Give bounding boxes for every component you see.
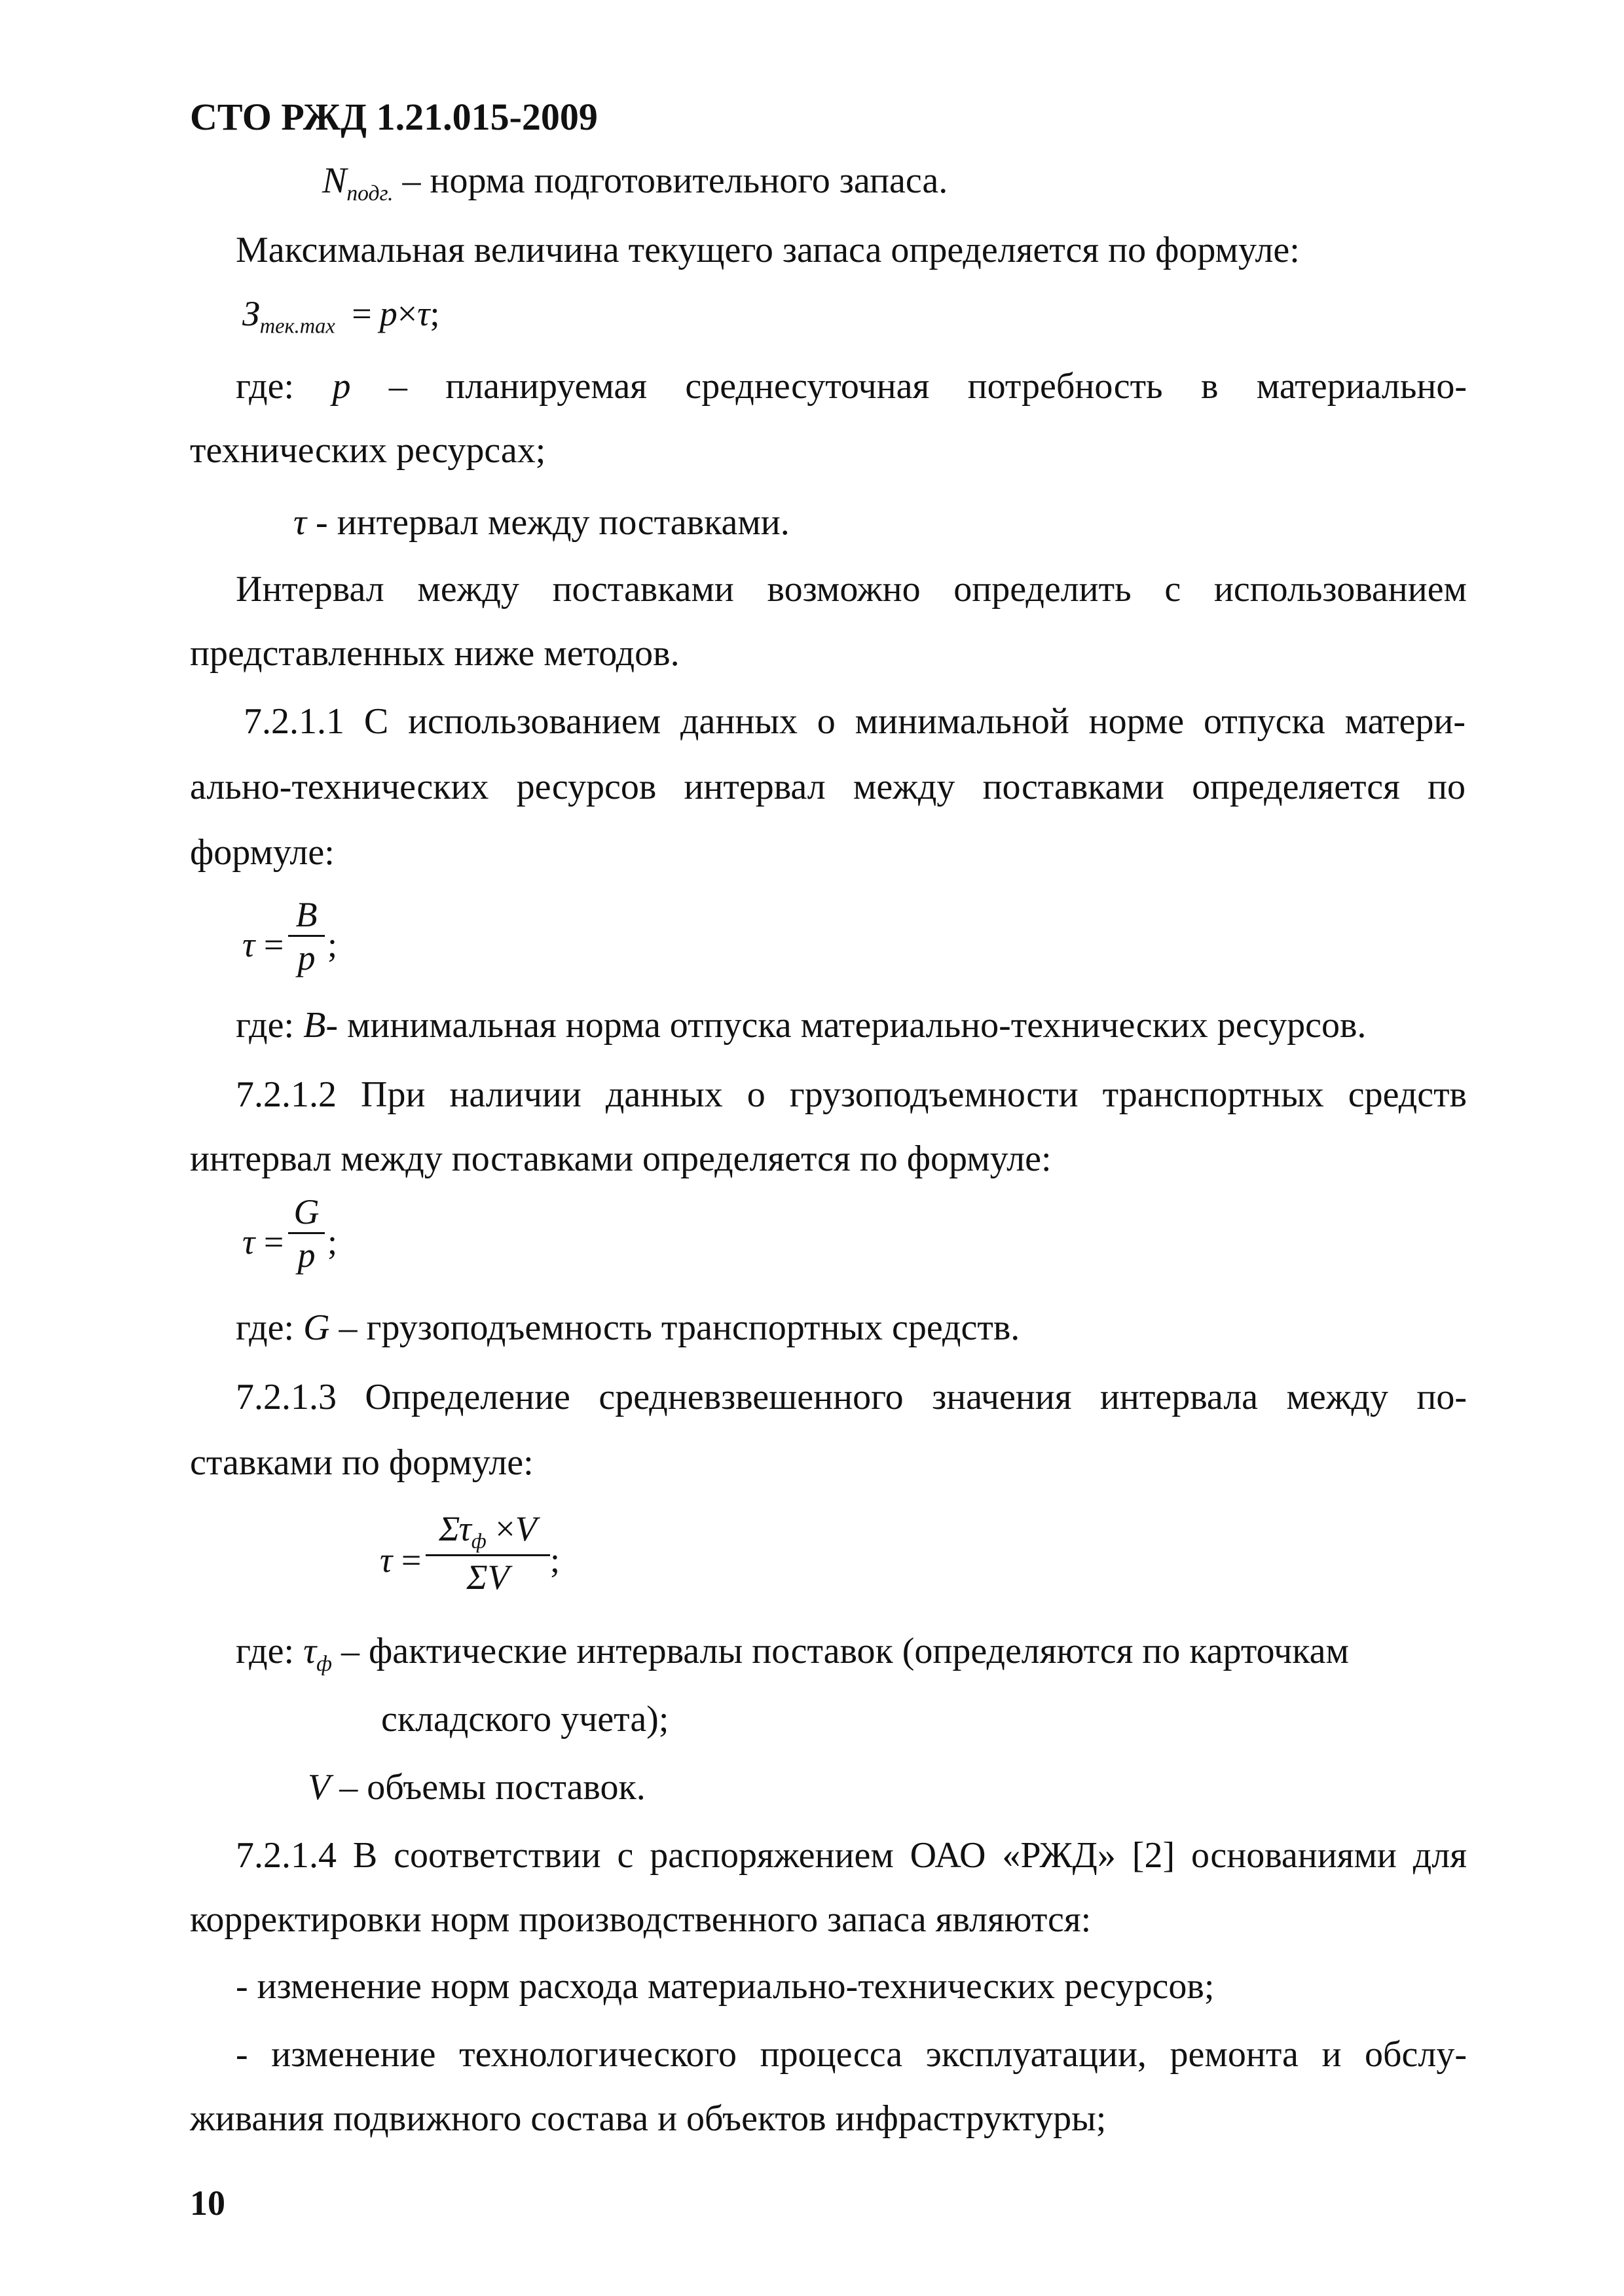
section-7213-line-1: 7.2.1.3 Определение средневзвешенного значения интервала между по- bbox=[236, 1377, 1467, 1417]
symbol-tau: τ bbox=[380, 1540, 393, 1580]
section-7214-line-1: 7.2.1.4 В соответствии с распоряжением ОАО «РЖД» [2] основаниями для bbox=[236, 1835, 1467, 1876]
gde-label: где: bbox=[236, 366, 295, 407]
bullet-item-2-line-1: - изменение технологического процесса эксплуатации, ремонта и обслу- bbox=[236, 2034, 1467, 2075]
fraction-g-over-p bbox=[288, 1194, 325, 1273]
b-definition bbox=[236, 1007, 1366, 1044]
section-7212-line-1: 7.2.1.2 При наличии данных о грузоподъемности транспортных средств bbox=[236, 1074, 1467, 1115]
v-definition-text: – объемы поставок. bbox=[330, 1767, 646, 1808]
max-stock-intro: Максимальная величина текущего запаса определяется по формуле: bbox=[236, 230, 1300, 270]
formula-weighted-lhs bbox=[380, 1542, 421, 1578]
fraction-bar bbox=[288, 935, 325, 937]
denominator-sum-v bbox=[426, 1559, 550, 1595]
gde-label: где: bbox=[236, 1307, 295, 1348]
section-7211-line-1: 7.2.1.1 С использованием данных о минимальной норме отпуска матери- bbox=[244, 701, 1466, 742]
symbol-tau: τ bbox=[242, 1222, 255, 1262]
semicolon: ; bbox=[550, 1540, 561, 1580]
sum-v-symbol: ΣV bbox=[466, 1558, 509, 1597]
n-definition-text: – норма подготовительного запаса. bbox=[393, 160, 948, 201]
tauf-definition-text-1: – фактические интервалы поставок (определяются по карточкам bbox=[331, 1631, 1349, 1671]
semicolon: ; bbox=[327, 925, 338, 964]
g-definition-text: – грузоподъемность транспортных средств. bbox=[329, 1307, 1020, 1348]
bullet-item-1: - изменение норм расхода материально-технических ресурсов; bbox=[236, 1966, 1215, 2007]
numerator-sum-tauf-v bbox=[426, 1509, 550, 1554]
page-number: 10 bbox=[190, 2183, 225, 2223]
denominator-p: p bbox=[297, 1235, 316, 1275]
document-code: СТО РЖД 1.21.015-2009 bbox=[190, 96, 598, 138]
v-definition bbox=[308, 1769, 646, 1806]
formula-g-lhs bbox=[242, 1224, 284, 1260]
symbol-g: G bbox=[303, 1307, 330, 1348]
gde-label: где: bbox=[236, 1631, 295, 1671]
bullet-item-2-line-2: живания подвижного состава и объектов инфраструктуры; bbox=[190, 2098, 1107, 2139]
equals-sign: = bbox=[401, 1540, 422, 1580]
fraction-bar bbox=[426, 1554, 550, 1556]
tauf-definition-line-2: складского учета); bbox=[381, 1699, 669, 1740]
b-definition-text: - минимальная норма отпуска материально-технических ресурсов. bbox=[325, 1005, 1367, 1046]
symbol-tau-f: τ bbox=[303, 1631, 317, 1671]
tauf-definition-line-1 bbox=[236, 1631, 1349, 1676]
symbol-tau: τ bbox=[293, 502, 307, 543]
equals-sign: = bbox=[263, 1222, 284, 1262]
semicolon: ; bbox=[430, 294, 440, 333]
gde-label: где: bbox=[236, 1005, 295, 1046]
section-7213-line-2: ставками по формуле: bbox=[190, 1442, 534, 1483]
f-subscript: ф bbox=[316, 1651, 332, 1676]
numerator-b: B bbox=[295, 895, 318, 934]
interval-paragraph-line-1: Интервал между поставками возможно определить с использованием bbox=[236, 569, 1467, 610]
fraction-bar bbox=[288, 1232, 325, 1234]
formula-max-stock bbox=[242, 294, 440, 338]
section-7211-line-3: формуле: bbox=[190, 832, 335, 873]
interval-paragraph-line-2: представленных ниже методов. bbox=[190, 633, 680, 674]
symbol-n-sub: подг. bbox=[346, 181, 394, 206]
fraction-b-over-p bbox=[288, 897, 325, 975]
p-definition-line-1 bbox=[236, 368, 1467, 405]
tau-definition bbox=[293, 504, 790, 541]
formula-b-lhs bbox=[242, 927, 284, 962]
symbol-z: З bbox=[242, 294, 260, 333]
fraction-weighted bbox=[426, 1511, 550, 1596]
times-sign: × bbox=[397, 294, 418, 333]
p-definition-line-2: технических ресурсах; bbox=[190, 430, 546, 471]
semicolon: ; bbox=[327, 1222, 338, 1262]
g-definition bbox=[236, 1309, 1020, 1346]
times-sign: × bbox=[495, 1509, 515, 1548]
section-7211-line-2: ально-технических ресурсов интервал между поставками определяется по bbox=[190, 767, 1466, 807]
p-definition-text-1: – планируемая среднесуточная потребность в материально- bbox=[350, 366, 1467, 407]
symbol-tau: τ bbox=[242, 925, 255, 964]
symbol-p: p bbox=[332, 366, 351, 407]
denominator-p: p bbox=[297, 938, 316, 977]
symbol-p: p bbox=[379, 294, 397, 333]
symbol-z-sub: тек.max bbox=[259, 314, 335, 338]
sum-tau-symbol: Στ bbox=[439, 1509, 471, 1548]
symbol-tau: τ bbox=[417, 294, 430, 333]
formula-approx-sign: = bbox=[352, 294, 372, 333]
section-7214-line-2: корректировки норм производственного запаса являются: bbox=[190, 1899, 1092, 1940]
symbol-v: V bbox=[308, 1767, 331, 1808]
section-7212-line-2: интервал между поставками определяется по формуле: bbox=[190, 1139, 1052, 1179]
equals-sign: = bbox=[263, 925, 284, 964]
symbol-b: B bbox=[303, 1005, 326, 1046]
symbol-n: N bbox=[322, 160, 347, 201]
numerator-g: G bbox=[293, 1192, 320, 1231]
symbol-v: V bbox=[515, 1509, 537, 1548]
tau-definition-text: - интервал между поставками. bbox=[306, 502, 790, 543]
f-subscript: ф bbox=[471, 1529, 487, 1554]
n-definition bbox=[322, 160, 948, 206]
